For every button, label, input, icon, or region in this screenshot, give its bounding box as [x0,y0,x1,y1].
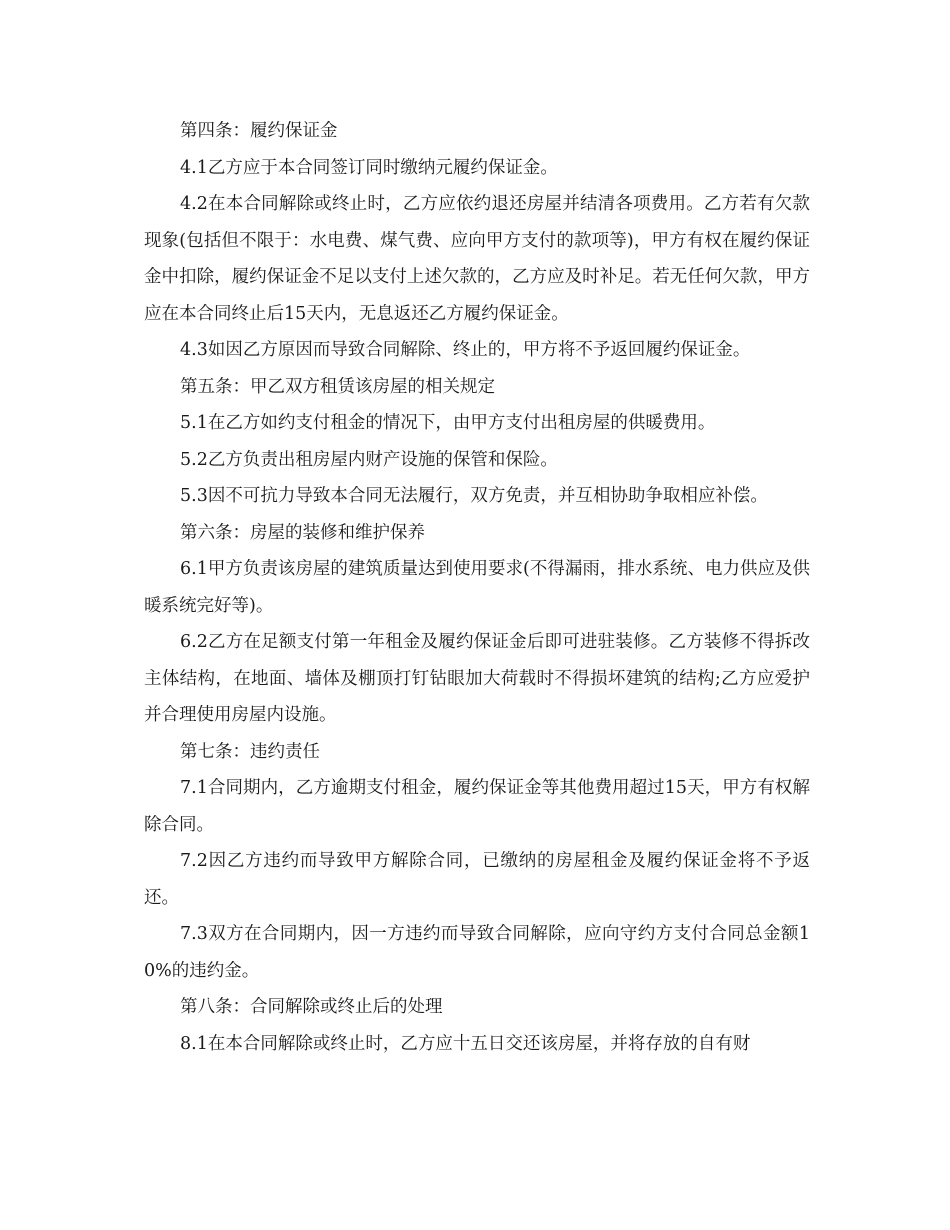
clause-7-3: 7.3双方在合同期内，因一方违约而导致合同解除，应向守约方支付合同总金额10%的违约金。 [144,924,810,981]
clause-4-1: 4.1乙方应于本合同签订同时缴纳元履约保证金。 [180,157,558,178]
section-heading-article-4: 第四条：履约保证金 [180,121,338,141]
clause-7-1: 7.1合同期内，乙方逾期支付租金，履约保证金等其他费用超过15天，甲方有权解除合同。 [144,778,810,835]
clause-6-2: 6.2乙方在足额支付第一年租金及履约保证金后即可进驻装修。乙方装修不得拆改主体结构，在地面、墙体及棚顶打钉钻眼加大荷载时不得损坏建筑的结构;乙方应爱护并合理使用房屋内设施。 [144,632,810,725]
section-heading-article-5: 第五条：甲乙双方租赁该房屋的相关规定 [180,376,495,397]
clause-7-2: 7.2因乙方违约而导致甲方解除合同，已缴纳的房屋租金及履约保证金将不予返还。 [144,851,810,908]
section-heading-article-8: 第八条：合同解除或终止后的处理 [180,997,443,1017]
clause-5-2: 5.2乙方负责出租房屋内财产设施的保管和保险。 [180,449,558,470]
clause-8-1: 8.1在本合同解除或终止时，乙方应十五日交还该房屋，并将存放的自有财 [180,1033,751,1054]
clause-4-3: 4.3如因乙方原因而导致合同解除、终止的，甲方将不予返回履约保证金。 [180,340,751,360]
clause-5-1: 5.1在乙方如约支付租金的情况下，由甲方支付出租房屋的供暖费用。 [180,413,716,433]
clause-5-3: 5.3因不可抗力导致本合同无法履行，双方免责，并互相协助争取相应补偿。 [180,486,768,506]
section-heading-article-6: 第六条：房屋的装修和维护保养 [180,522,425,543]
document-body [144,113,810,1062]
clause-4-2: 4.2在本合同解除或终止时，乙方应依约退还房屋并结清各项费用。乙方若有欠款现象(包括但不限于：水电费、煤气费、应向甲方支付的款项等)，甲方有权在履约保证金中扣除，履约保证金不足以支付上述欠款的，乙方应及时补足。若无任何欠款，甲方应在本合同终止后15天内，无息返还乙方履约保证金。 [144,194,810,324]
clause-6-1: 6.1甲方负责该房屋的建筑质量达到使用要求(不得漏雨，排水系统、电力供应及供暖系统完好等)。 [144,559,810,616]
section-heading-article-7: 第七条：违约责任 [180,741,320,762]
